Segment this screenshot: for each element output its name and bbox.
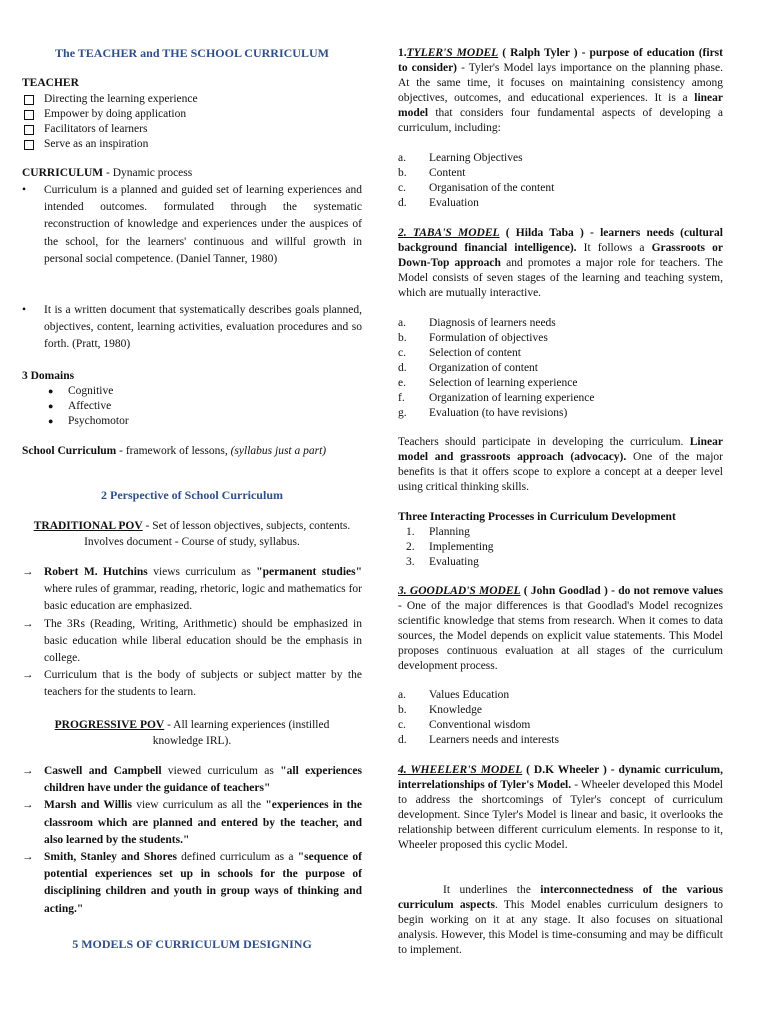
page-title: The TEACHER and THE SCHOOL CURRICULUM xyxy=(55,46,329,60)
arrow-icon: → xyxy=(22,799,34,812)
traditional-pov: TRADITIONAL POV - Set of lesson objectives, subjects, contents. Involves document - Course of study, syllabus. xyxy=(33,520,351,548)
domains-list xyxy=(22,384,362,429)
school-curriculum: School Curriculum - framework of lessons, (syllabus just a part) xyxy=(22,445,327,457)
curriculum-bullet: • Curriculum is a planned and guided set of learning experiences and intended outcomes. formulated through the systematic reconstruction of knowledge and experiences under the auspices of the school, for the learners' continuous and willful growth in personal social competence. (Daniel Tanner, 1980) xyxy=(22,184,362,265)
list-item: → Caswell and Campbell viewed curriculum as "all experiences children have under the guidance of teachers" xyxy=(22,765,362,795)
wheeler-title: 4. WHEELER'S MODEL xyxy=(398,764,523,776)
three-processes-heading: Three Interacting Processes in Curriculum Development xyxy=(398,511,676,523)
list-item: a. Diagnosis of learners needs xyxy=(398,317,556,329)
list-item: b. Content xyxy=(398,167,466,179)
list-item: a. Values Education xyxy=(398,689,510,701)
domain-item: ● Affective xyxy=(48,400,112,412)
traditional-list xyxy=(22,564,362,702)
tyler-list xyxy=(398,151,723,211)
tyler-title: TYLER'S MODEL xyxy=(406,47,499,59)
list-item: 1. Planning xyxy=(406,526,470,538)
teacher-heading: TEACHER xyxy=(22,77,79,89)
tyler-section: 1.TYLER'S MODEL ( Ralph Tyler ) - purpose of education (first to consider) - Tyler's Model lays importance on the planning phase. At the same time, it focuses on maintaining consistency among objectives, outcomes, and educational experiences. It is a linear model that considers four fundamental aspects of developing a curriculum, including: xyxy=(398,47,723,134)
teacher-item: Directing the learning experience xyxy=(22,92,362,107)
list-item: d. Organization of content xyxy=(398,362,539,374)
teacher-item: Facilitators of learners xyxy=(22,122,362,137)
models-title: 5 MODELS OF CURRICULUM DESIGNING xyxy=(72,937,312,951)
list-item: → Curriculum that is the body of subjects or subject matter by the teachers for the students to learn. xyxy=(22,669,362,699)
bullet-icon: ● xyxy=(48,386,54,396)
checkbox-icon xyxy=(24,95,34,105)
list-item: g. Evaluation (to have revisions) xyxy=(398,407,568,419)
list-item: d. Learners needs and interests xyxy=(398,734,559,746)
bullet-icon: ● xyxy=(48,416,54,426)
domain-item: ● Cognitive xyxy=(48,385,114,397)
domains-heading: 3 Domains xyxy=(22,370,75,382)
bullet-icon: • xyxy=(22,184,27,196)
goodlad-section: 3. GOODLAD'S MODEL ( John Goodlad ) - do not remove values - One of the major differences is that Goodlad's Model recognizes scientific knowledge that stems from research. When it comes to data sources, the Model depends on explicit value statements. This Model proposes continuous evaluation at all stages of the curriculum development process. xyxy=(398,585,724,672)
teachers-paragraph: Teachers should participate in developing the curriculum. Linear model and grassroots approach (advocacy). One of the major benefits is that it offers scope to explore a concept at a deeper level using critical thinking skills. xyxy=(398,436,723,493)
taba-section: 2. TABA'S MODEL ( Hilda Taba ) - learners needs (cultural background financial intelligence). It follows a Grassroots or Down-Top approach and promotes a major role for teachers. The Model consists of seven stages of the learning and teaching system, which are mutually interactive. xyxy=(398,227,723,299)
list-item: d. Evaluation xyxy=(398,197,479,209)
list-item: b. Formulation of objectives xyxy=(398,332,548,344)
list-item: c. Selection of content xyxy=(398,347,521,359)
three-processes-list xyxy=(398,525,723,570)
wheeler-section: 4. WHEELER'S MODEL ( D.K Wheeler ) - dynamic curriculum, interrelationships of Tyler's Model. - Wheeler developed this Model to address the shortcomings of Tyler's concept of curriculum development. Since Tyler's Model is linear and basic, it overlooks the relationship between different curriculum elements. In response to it, Wheeler proposed this cyclic Model. xyxy=(398,764,723,851)
checkbox-icon xyxy=(24,125,34,135)
goodlad-list xyxy=(398,688,723,748)
taba-list xyxy=(398,316,723,421)
progressive-pov: PROGRESSIVE POV - All learning experiences (instilled knowledge IRL). xyxy=(54,719,330,747)
bullet-icon: ● xyxy=(48,401,54,411)
checkbox-icon xyxy=(24,140,34,150)
domain-item: ● Psychomotor xyxy=(48,415,129,427)
list-item: → Robert M. Hutchins views curriculum as "permanent studies" where rules of grammar, reading, rhetoric, logic and mathematics for basic education are emphasized. xyxy=(22,566,362,613)
list-item: a. Learning Objectives xyxy=(398,152,523,164)
goodlad-title: 3. GOODLAD'S MODEL xyxy=(398,585,521,597)
list-item: → The 3Rs (Reading, Writing, Arithmetic) should be emphasized in basic education while liberal education should be the emphasis in college. xyxy=(22,617,362,665)
curriculum-bullet: • It is a written document that systematically describes goals planned, objectives, content, learning activities, evaluation procedures and so forth. (Pratt, 1980) xyxy=(22,304,362,351)
list-item: → Smith, Stanley and Shores defined curriculum as a "sequence of potential experiences set up in schools for the purpose of disciplining children and youth in group ways of thinking and acting." xyxy=(22,851,363,915)
arrow-icon: → xyxy=(22,669,34,682)
teacher-item: Serve as an inspiration xyxy=(22,137,362,152)
list-item: 3. Evaluating xyxy=(406,556,479,568)
perspective-title: 2 Perspective of School Curriculum xyxy=(101,488,283,502)
arrow-icon: → xyxy=(22,617,34,630)
list-item: e. Selection of learning experience xyxy=(398,377,578,389)
arrow-icon: → xyxy=(22,851,34,864)
list-item: f. Organization of learning experience xyxy=(398,392,595,404)
arrow-icon: → xyxy=(22,765,34,777)
arrow-icon: → xyxy=(22,566,34,578)
list-item: → Marsh and Willis view curriculum as all the "experiences in the classroom which are planned and entered by the teacher, and also learned by the students." xyxy=(22,799,362,846)
teacher-item: Empower by doing application xyxy=(22,107,362,122)
list-item: c. Conventional wisdom xyxy=(398,719,531,731)
curriculum-heading: CURRICULUM - Dynamic process xyxy=(22,167,193,179)
list-item: 2. Implementing xyxy=(406,541,494,553)
bullet-icon: • xyxy=(22,304,27,316)
list-item: c. Organisation of the content xyxy=(398,182,555,194)
progressive-list xyxy=(22,763,362,918)
checkbox-icon xyxy=(24,110,34,120)
list-item: b. Knowledge xyxy=(398,704,483,716)
teacher-list xyxy=(22,92,362,152)
taba-title: 2. TABA'S MODEL xyxy=(398,227,500,239)
wheeler-paragraph-2: It underlines the interconnectedness of the various curriculum aspects. This Model enables curriculum designers to begin working on it at any stage. It also focuses on situational analysis. However, this Model is time-consuming and may be difficult to implement. xyxy=(398,884,724,956)
